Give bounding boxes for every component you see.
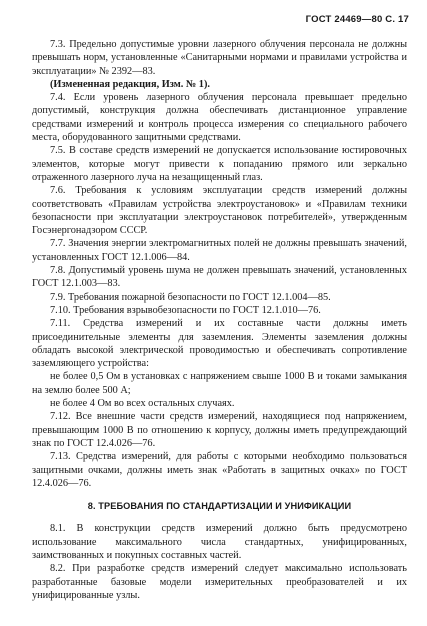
paragraph-7-11-item-1: не более 0,5 Ом в установках с напряжением свыше 1000 В и токами замыкания на землю более 500 А; (32, 371, 407, 396)
paragraph-7-9: 7.9. Требования пожарной безопасности по ГОСТ 12.1.004—85. (50, 291, 331, 303)
page-header: ГОСТ 24469—80 С. 17 (305, 14, 409, 25)
paragraph-7-11: 7.11. Средства измерений и их составные части должны иметь присоединительные элементы для заземления. Элементы заземления должны обладать высокой электрической проводимостью и обеспечивать сопротивление заземляющего устройства: (32, 318, 407, 370)
paragraph-7-8: 7.8. Допустимый уровень шума не должен превышать значений, установленных ГОСТ 12.1.003—83. (32, 265, 407, 290)
paragraph-8-2: 8.2. При разработке средств измерений следует максимально использовать разработанные базовые модели измерительных преобразователей и их унифицированные узлы. (32, 563, 407, 601)
paragraph-7-5: 7.5. В составе средств измерений не допускается использование юстировочных элементов, которые могут привести к попаданию прямого или зеркально отраженного лазерного луча на незащищенный глаз. (32, 145, 407, 183)
paragraph-7-3: 7.3. Предельно допустимые уровни лазерного облучения персонала не должны превышать норм, установленные «Санитарными нормами и правилами устройства и эксплуатации» № 2392—83. (32, 39, 407, 77)
paragraph-7-13: 7.13. Средства измерений, для работы с которыми необходимо пользоваться защитными очками, должны иметь знак «Работать в защитных очках» по ГОСТ 12.4.026—76. (32, 451, 407, 489)
paragraph-7-10: 7.10. Требования взрывобезопасности по ГОСТ 12.1.010—76. (50, 304, 321, 316)
paragraph-7-6: 7.6. Требования к условиям эксплуатации средств измерений должны соответствовать «Правилам устройства электроустановок» и «Правилам техники безопасности при эксплуатации электроустановок потребителей», утвержденным Госэнергонадзором СССР. (32, 185, 407, 237)
paragraph-7-7: 7.7. Значения энергии электромагнитных полей не должны превышать значений, установленных ГОСТ 12.1.006—84. (32, 238, 407, 263)
paragraph-7-4: 7.4. Если уровень лазерного облучения персонала превышает предельно допустимый, конструкция должна обеспечивать дистанционное управление средствами измерений и контроль процесса измерения со специального рабочего места, оборудованного защитными средствами. (32, 92, 407, 144)
section-heading: 8. ТРЕБОВАНИЯ ПО СТАНДАРТИЗАЦИИ И УНИФИКАЦИИ (87, 501, 352, 512)
paragraph-7-12: 7.12. Все внешние части средств измерений, находящиеся под напряжением, превышающим 1000 В по отношению к корпусу, должны иметь предупреждающий знак по ГОСТ 12.4.026—76. (32, 411, 407, 449)
paragraph-8-1: 8.1. В конструкции средств измерений должно быть предусмотрено использование максимального числа стандартных, унифицированных, заимствованных и покупных составных частей. (32, 523, 407, 561)
document-body (32, 38, 407, 602)
paragraph-7-11-item-2: не более 4 Ом во всех остальных случаях. (50, 398, 235, 410)
amendment-note: (Измененная редакция, Изм. № 1). (50, 78, 210, 90)
